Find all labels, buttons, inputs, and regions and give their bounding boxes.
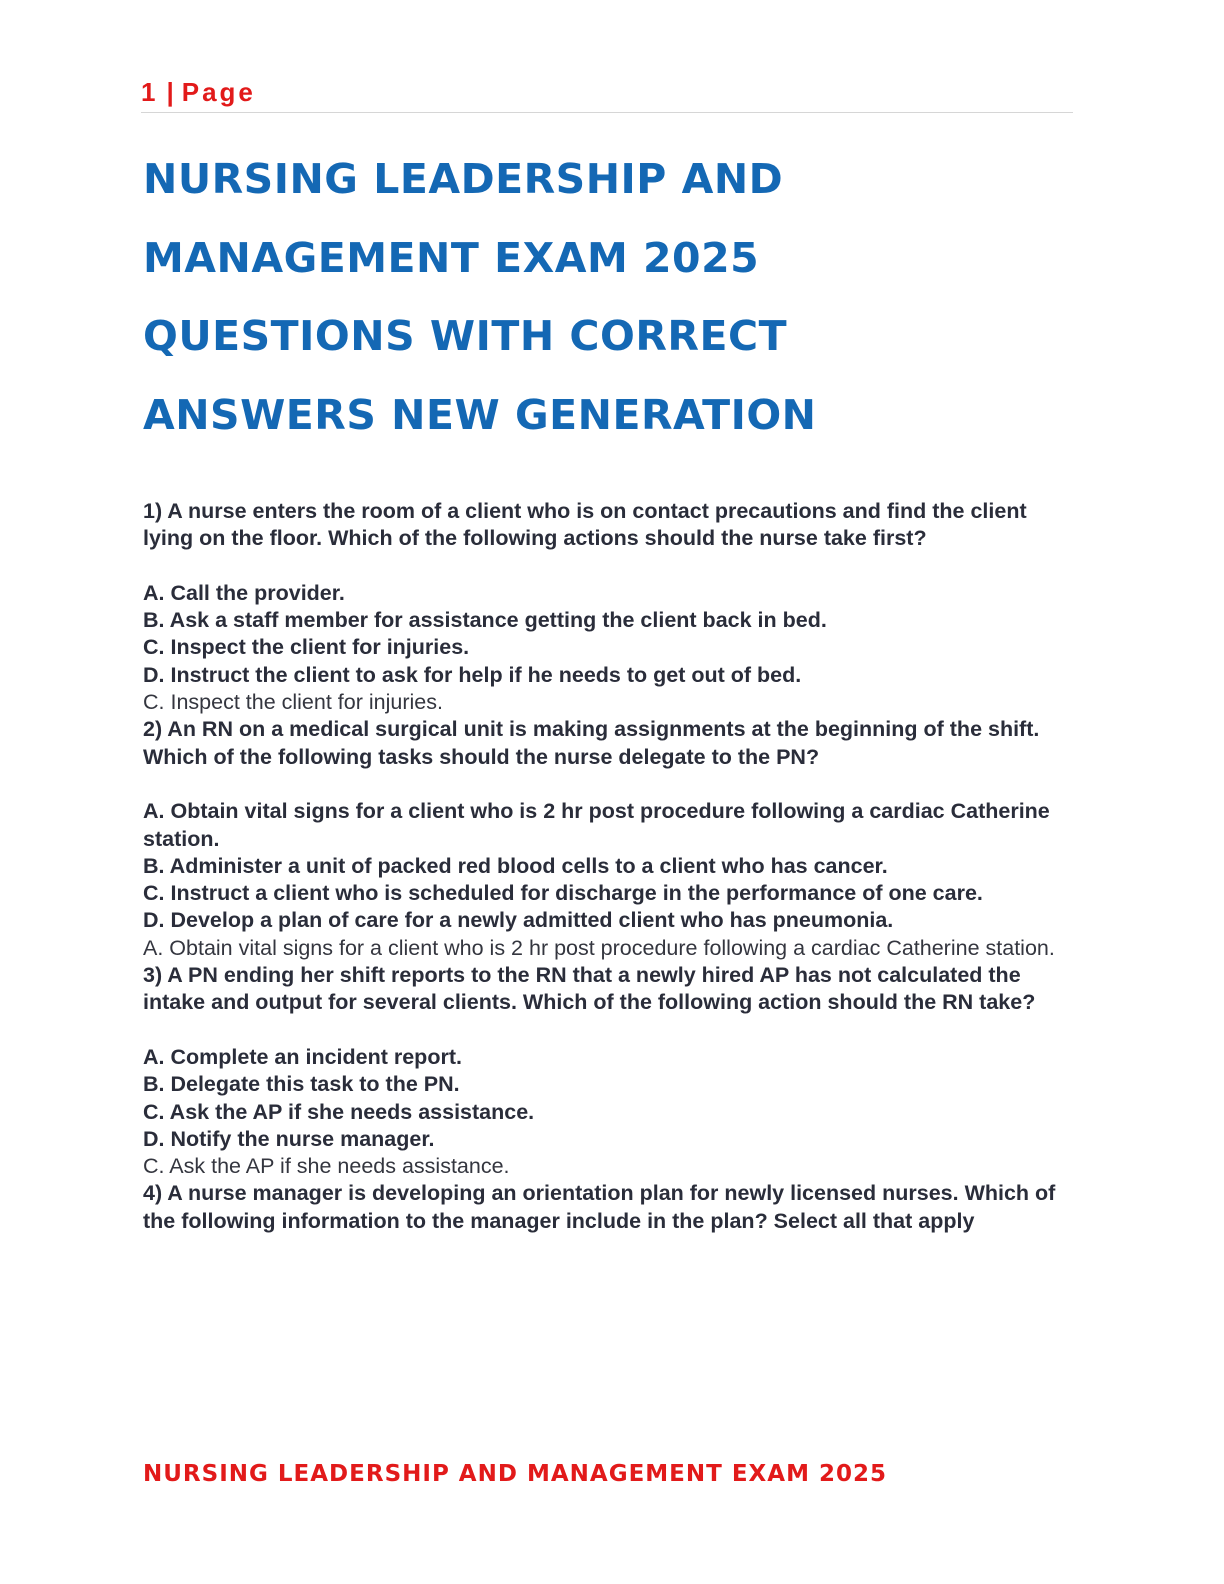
title-line-4: ANSWERS NEW GENERATION (143, 390, 817, 439)
question-list (143, 498, 1073, 1235)
answer-option: C. Instruct a client who is scheduled for discharge in the performance of one care. (143, 881, 983, 906)
correct-answer: C. Inspect the client for injuries. (143, 690, 443, 715)
document-title (143, 140, 1083, 454)
answer-option: D. Instruct the client to ask for help if he needs to get out of bed. (143, 662, 802, 687)
title-line-2: MANAGEMENT EXAM 2025 (143, 233, 760, 282)
correct-answer: C. Ask the AP if she needs assistance. (143, 1154, 510, 1179)
question-block (143, 716, 1073, 962)
answer-option: C. Ask the AP if she needs assistance. (143, 1099, 535, 1124)
spacer (143, 553, 1073, 580)
page-footer: NURSING LEADERSHIP AND MANAGEMENT EXAM 2025 (143, 1461, 887, 1487)
question-block (143, 1180, 1073, 1235)
answer-option: C. Inspect the client for injuries. (143, 635, 470, 660)
question-text: 4) A nurse manager is developing an orientation plan for newly licensed nurses. Which of the following information to the manager include in the plan? Select all that apply (143, 1181, 1056, 1233)
page-number (141, 74, 1073, 110)
page-header (141, 74, 1073, 121)
title-line-1: NURSING LEADERSHIP AND (143, 155, 784, 203)
answer-option: B. Ask a staff member for assistance getting the client back in bed. (143, 608, 827, 633)
question-text: 3) A PN ending her shift reports to the RN that a newly hired AP has not calculated the intake and output for several clients. Which of the following action should the RN take? (143, 963, 1036, 1015)
answer-option: A. Obtain vital signs for a client who is 2 hr post procedure following a cardiac Catherine station. (143, 799, 1050, 851)
question-block (143, 962, 1073, 1180)
answer-option: A. Call the provider. (143, 580, 345, 605)
page-word: Page (181, 77, 256, 107)
correct-answer: A. Obtain vital signs for a client who is 2 hr post procedure following a cardiac Catherine station. (143, 935, 1055, 960)
spacer (143, 1017, 1073, 1044)
answer-option: A. Complete an incident report. (143, 1044, 462, 1069)
header-divider (141, 112, 1073, 113)
question-text: 2) An RN on a medical surgical unit is making assignments at the beginning of the shift. Which of the following tasks should the nurse delegate to the PN? (143, 717, 1040, 769)
answer-option: B. Delegate this task to the PN. (143, 1072, 460, 1097)
answer-option: D. Develop a plan of care for a newly admitted client who has pneumonia. (143, 908, 894, 933)
spacer (143, 771, 1073, 798)
answer-option: D. Notify the nurse manager. (143, 1126, 435, 1151)
title-line-3: QUESTIONS WITH CORRECT (143, 312, 788, 360)
question-block (143, 498, 1073, 716)
page-number-separator: | (166, 77, 174, 107)
question-text: 1) A nurse enters the room of a client who is on contact precautions and find the client lying on the floor. Which of the following actions should the nurse take first? (143, 499, 1027, 551)
answer-option: B. Administer a unit of packed red blood cells to a client who has cancer. (143, 853, 888, 878)
page-number-value: 1 (141, 77, 159, 107)
